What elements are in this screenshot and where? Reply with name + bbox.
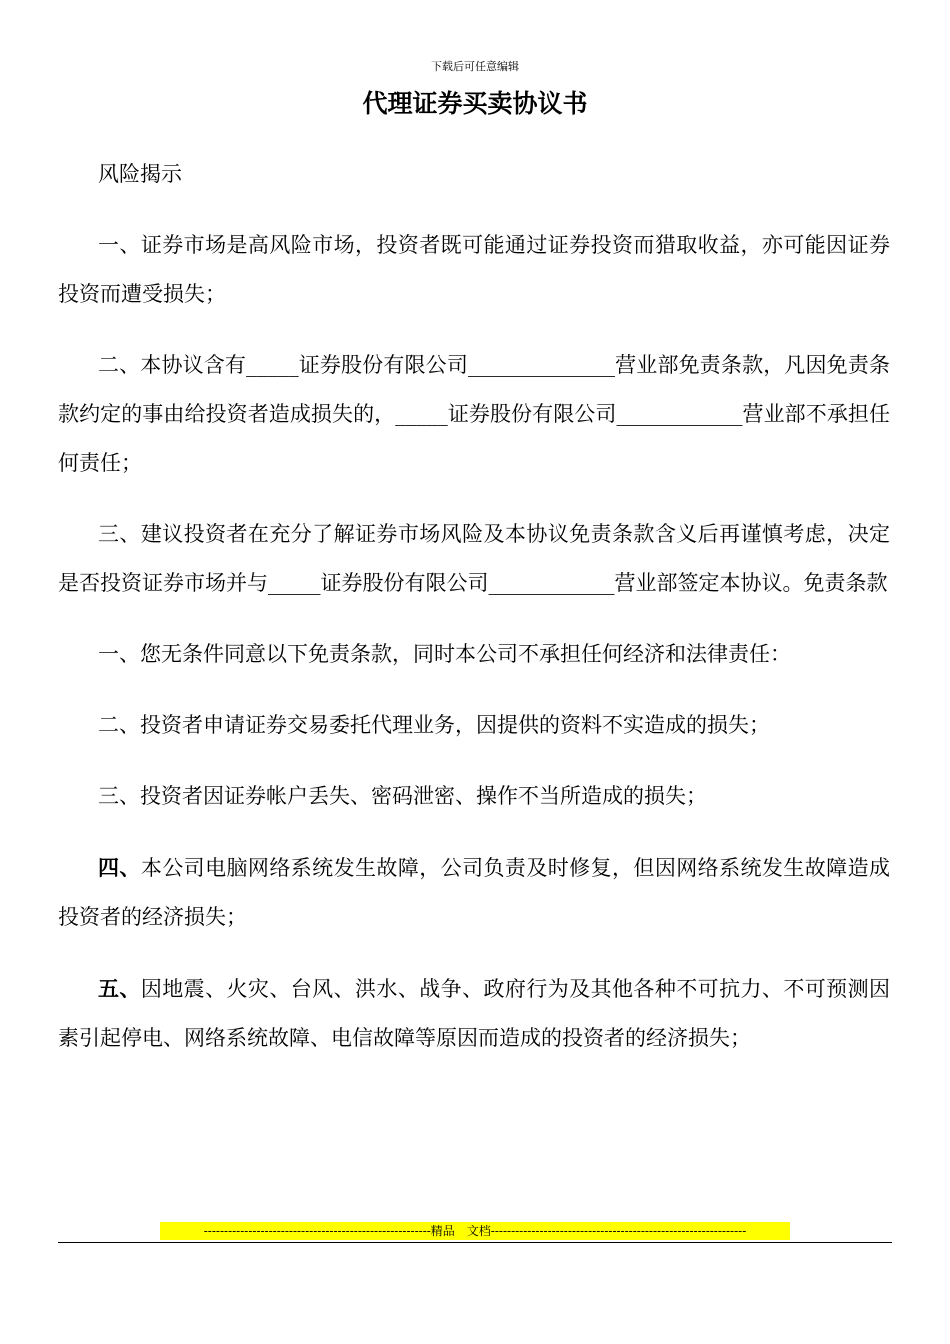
footer-banner-text: --------------------------------------------------------精品 文档---------------------------------------------------------------	[203, 1224, 747, 1238]
paragraph-risk-1	[58, 221, 890, 319]
footer-divider	[58, 1242, 892, 1243]
paragraph-number: 五、	[98, 976, 141, 1001]
paragraph-disclaimer-3	[58, 772, 890, 821]
paragraph-number: 四、	[98, 855, 141, 880]
paragraph-text: 本公司电脑网络系统发生故障，公司负责及时修复，但因网络系统发生故障造成投资者的经济损失；	[58, 856, 891, 929]
paragraph-text: 二、投资者申请证券交易委托代理业务，因提供的资料不实造成的损失；	[98, 713, 770, 737]
document-title: 代理证券买卖协议书	[362, 89, 588, 118]
paragraph-risk-heading	[58, 150, 890, 199]
paragraph-text: 三、建议投资者在充分了解证券市场风险及本协议免责条款含义后再谨慎考虑，决定是否投资证券市场并与_____证券股份有限公司____________营业部签定本协议。免责条款	[58, 522, 890, 595]
paragraph-disclaimer-4	[58, 843, 890, 942]
footer-banner	[160, 1222, 790, 1240]
paragraph-disclaimer-1	[58, 630, 890, 679]
paragraph-risk-3	[58, 510, 890, 608]
header-note: 下载后可任意编辑	[431, 60, 519, 73]
paragraph-text: 因地震、火灾、台风、洪水、战争、政府行为及其他各种不可抗力、不可预测因素引起停电、网络系统故障、电信故障等原因而造成的投资者的经济损失；	[58, 977, 891, 1050]
paragraph-text: 二、本协议含有_____证券股份有限公司______________营业部免责条款，凡因免责条款约定的事由给投资者造成损失的，_____证券股份有限公司____________营业部不承担任何责任；	[58, 353, 890, 475]
paragraph-risk-2	[58, 341, 890, 488]
paragraph-text: 一、证券市场是高风险市场，投资者既可能通过证券投资而猎取收益，亦可能因证券投资而遭受损失；	[58, 233, 890, 306]
paragraph-disclaimer-5	[58, 964, 890, 1063]
paragraph-text: 三、投资者因证券帐户丢失、密码泄密、操作不当所造成的损失；	[98, 784, 707, 808]
document-body	[58, 150, 890, 1085]
paragraph-text: 风险揭示	[98, 162, 182, 186]
paragraph-disclaimer-2	[58, 701, 890, 750]
paragraph-text: 一、您无条件同意以下免责条款，同时本公司不承担任何经济和法律责任：	[98, 642, 791, 666]
